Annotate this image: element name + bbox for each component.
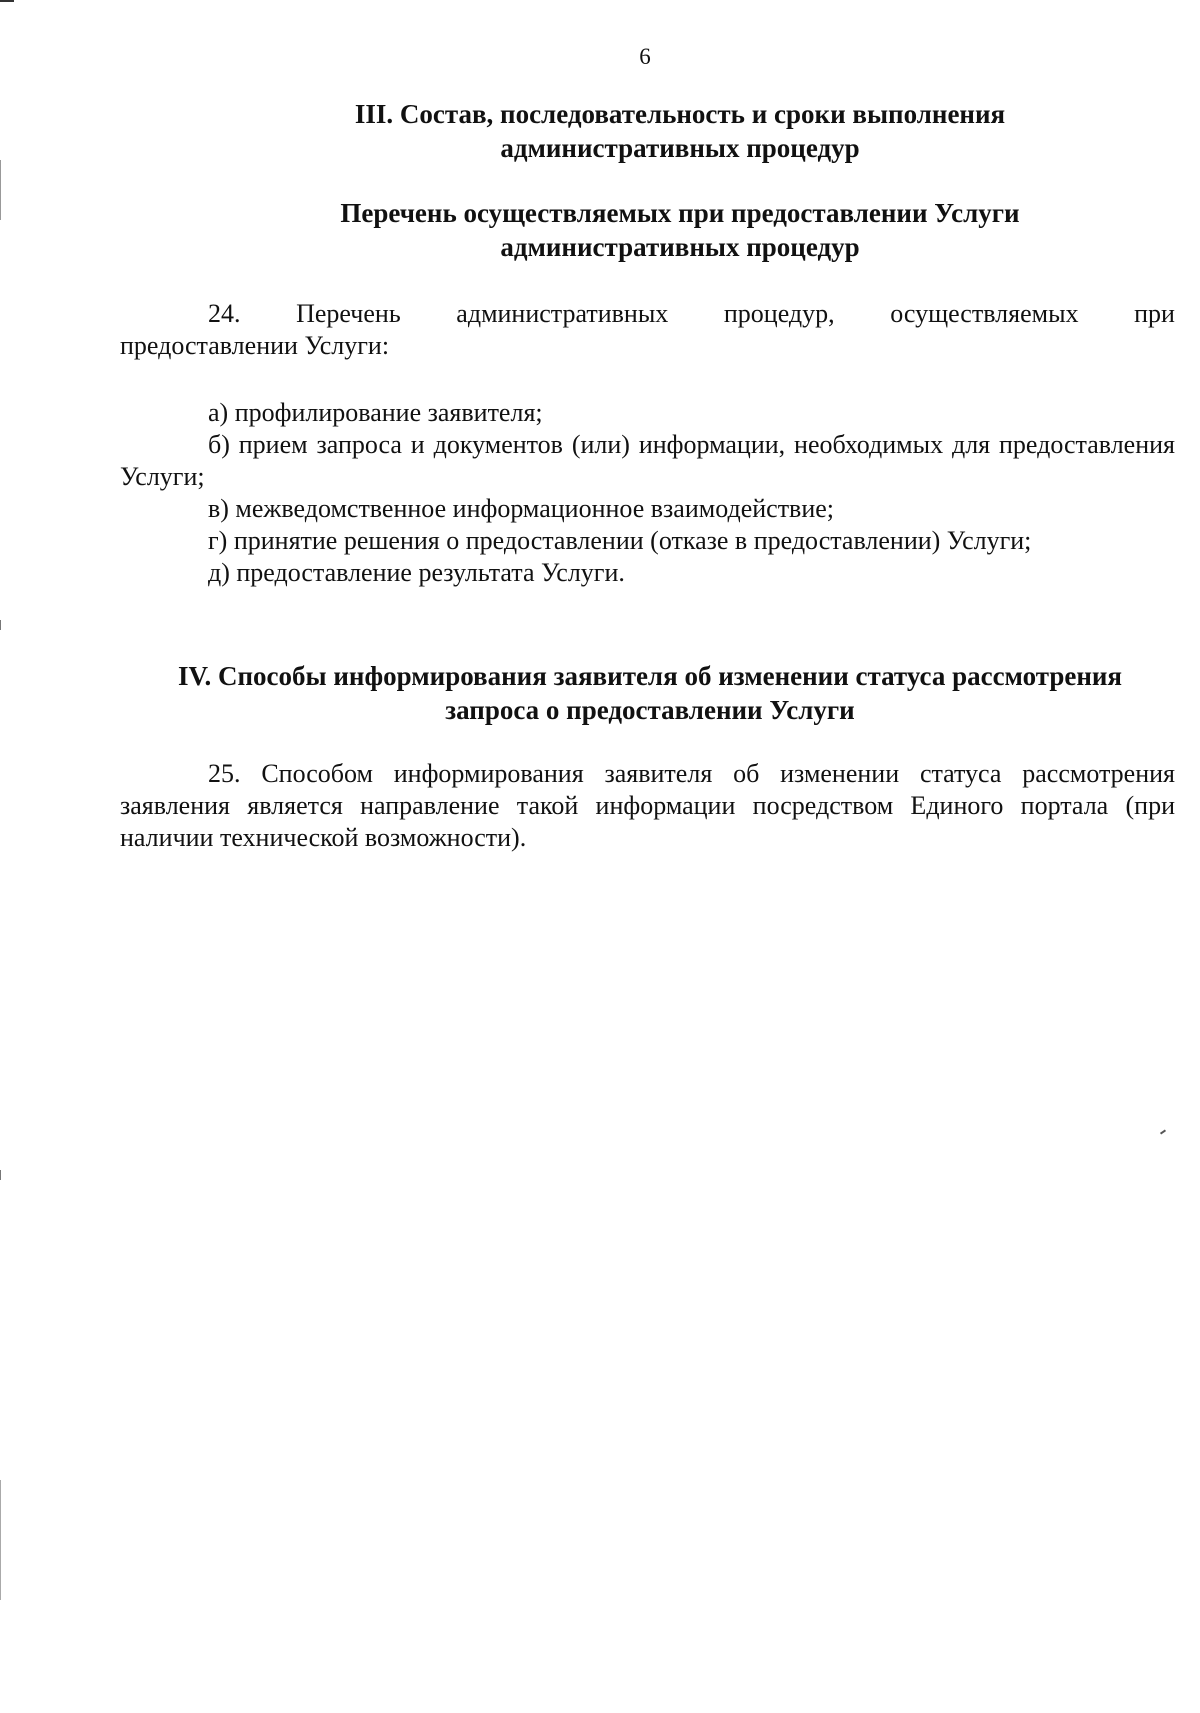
scan-edge-mark	[0, 620, 1, 630]
list-item-a: а) профилирование заявителя;	[208, 398, 543, 427]
section-4-title-line1: IV. Способы информирования заявителя об изменении статуса рассмотрения	[177, 661, 1123, 691]
p24-word: процедур,	[723, 299, 835, 328]
p24-word: осуществляемых	[890, 299, 1079, 328]
list-heading-line1: Перечень осуществляемых при предоставлении Услуги	[340, 198, 1020, 228]
p24-word: 24.	[208, 299, 241, 328]
list-item-b: б) прием запроса и документов (или) информации, необходимых для предоставления Услуги;	[120, 430, 1175, 491]
list-item-e: д) предоставление результата Услуги.	[208, 558, 625, 587]
section-4-heading	[130, 659, 1170, 727]
page-number: 6	[639, 44, 651, 69]
p24-word: Перечень	[296, 299, 401, 328]
scan-edge-mark	[0, 0, 14, 2]
list-heading-line2: административных процедур	[500, 232, 860, 262]
section-3-heading	[300, 97, 1060, 165]
section-4-title-line2: запроса о предоставлении Услуги	[445, 695, 855, 725]
p24-word: при	[1134, 299, 1175, 328]
section-3-title-line1: III. Состав, последовательность и сроки выполнения	[354, 99, 1006, 129]
section-3-title-line2: административных процедур	[500, 133, 860, 163]
scan-speck	[1160, 1129, 1166, 1134]
scan-edge-mark	[0, 160, 1, 220]
p24-word: административных	[456, 299, 669, 328]
paragraph-24	[120, 298, 1175, 362]
list-item-d: г) принятие решения о предоставлении (отказе в предоставлении) Услуги;	[208, 526, 1032, 555]
scan-edge-mark	[0, 1480, 1, 1600]
paragraph-24-line2: предоставлении Услуги:	[120, 331, 390, 360]
list-item-c: в) межведомственное информационное взаимодействие;	[208, 494, 835, 523]
procedures-list	[120, 397, 1175, 589]
procedures-list-heading	[290, 196, 1070, 264]
paragraph-25: 25. Способом информирования заявителя об изменении статуса рассмотрения заявления является направление такой информации посредством Единого портала (при наличии технической возможности).	[120, 759, 1175, 852]
scan-edge-mark	[0, 1170, 1, 1180]
paragraph-24-line1	[120, 298, 1175, 330]
